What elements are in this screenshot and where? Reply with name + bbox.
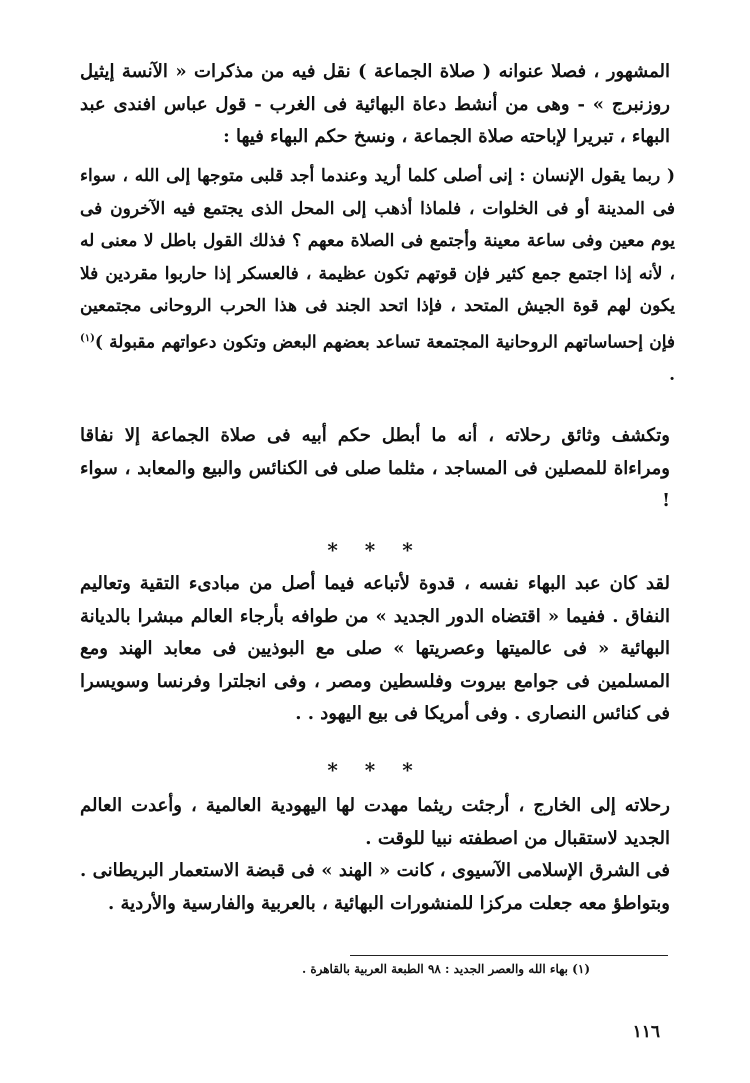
paragraph-2-block <box>80 420 670 518</box>
paragraph-3: لقد كان عبد البهاء نفسه ، قدوة لأتباعه فيما أصل من مبادىء التقية وتعاليم النفاق . ففيما « اقتضاه الدور الجديد » من طوافه بأرجاء العالم مبشرا بالديانة البهائية « فى عالميتها وعصريتها » صلى مع البوذيين فى معابد الهند ومع المسلمين فى جوامع بيروت وفلسطين ومصر ، وفى انجلترا وفرنسا وسويسرا فى كنائس النصارى . وفى أمريكا فى بيع اليهود . . <box>80 573 670 724</box>
paragraph-2: وتكشف وثائق رحلاته ، أنه ما أبطل حكم أبيه فى صلاة الجماعة إلا نفاقا ومراءاة للمصلين فى المساجد ، مثلما صلى فى الكنائس والبيع والمعابد ، سواء ! <box>80 425 670 511</box>
paragraph-4-block <box>80 790 670 920</box>
paragraph-3-block <box>80 568 670 731</box>
opening-paragraph-block <box>80 56 670 154</box>
footnote-divider <box>350 955 668 956</box>
section-separator-2: * * * <box>327 758 423 782</box>
quotation-end: . <box>669 364 675 385</box>
page-number: ١١٦ <box>632 1022 660 1042</box>
quotation <box>80 160 675 391</box>
footnote: (١) بهاء الله والعصر الجديد : ٩٨ الطبعة العربية بالقاهرة . <box>301 962 590 976</box>
quotation-block <box>80 160 675 391</box>
paragraph-4: رحلاته إلى الخارج ، أرجئت ريثما مهدت لها اليهودية العالمية ، وأعدت العالم الجديد لاستقبال من اصطفته نبيا للوقت . <box>80 795 670 849</box>
paragraph-1: المشهور ، فصلا عنوانه ( صلاة الجماعة ) نقل فيه من مذكرات « الآنسة إيثيل روزنبرج » - وهى من أنشط دعاة البهائية فى الغرب - قول عباس افندى عبد البهاء ، تبريرا لإباحته صلاة الجماعة ، ونسخ حكم البهاء فيها : <box>80 61 670 147</box>
quotation-text: ( ربما يقول الإنسان : إنى أصلى كلما أريد وعندما أجد قلبى متوجها إلى الله ، سواء فى المدينة أو فى الخلوات ، فلماذا أذهب إلى المحل الذى يجتمع فيه الآخرون فى يوم معين وفى ساعة معينة وأجتمع فى الصلاة معهم ؟ فذلك القول باطل لا معنى له ، لأنه إذا اجتمع جمع كثير فإن قوتهم تكون عظيمة ، فالعسكر إذا حاربوا مقردين فلا يكون لهم قوة الجيش المتحد ، فإذا اتحد الجند فى هذا الحرب الروحانى مجتمعين فإن إحساساتهم الروحانية المجتمعة تساعد بعضهم البعض وتكون دعواتهم مقبولة ) <box>80 166 676 353</box>
paragraph-5: فى الشرق الإسلامى الآسيوى ، كانت « الهند » فى قبضة الاستعمار البريطانى . وبتواطؤ معه جعلت مركزا للمنشورات البهائية ، بالعربية والفارسية والأردية . <box>80 860 670 914</box>
section-separator-1: * * * <box>327 538 423 562</box>
footnote-reference: (١) <box>80 332 95 344</box>
